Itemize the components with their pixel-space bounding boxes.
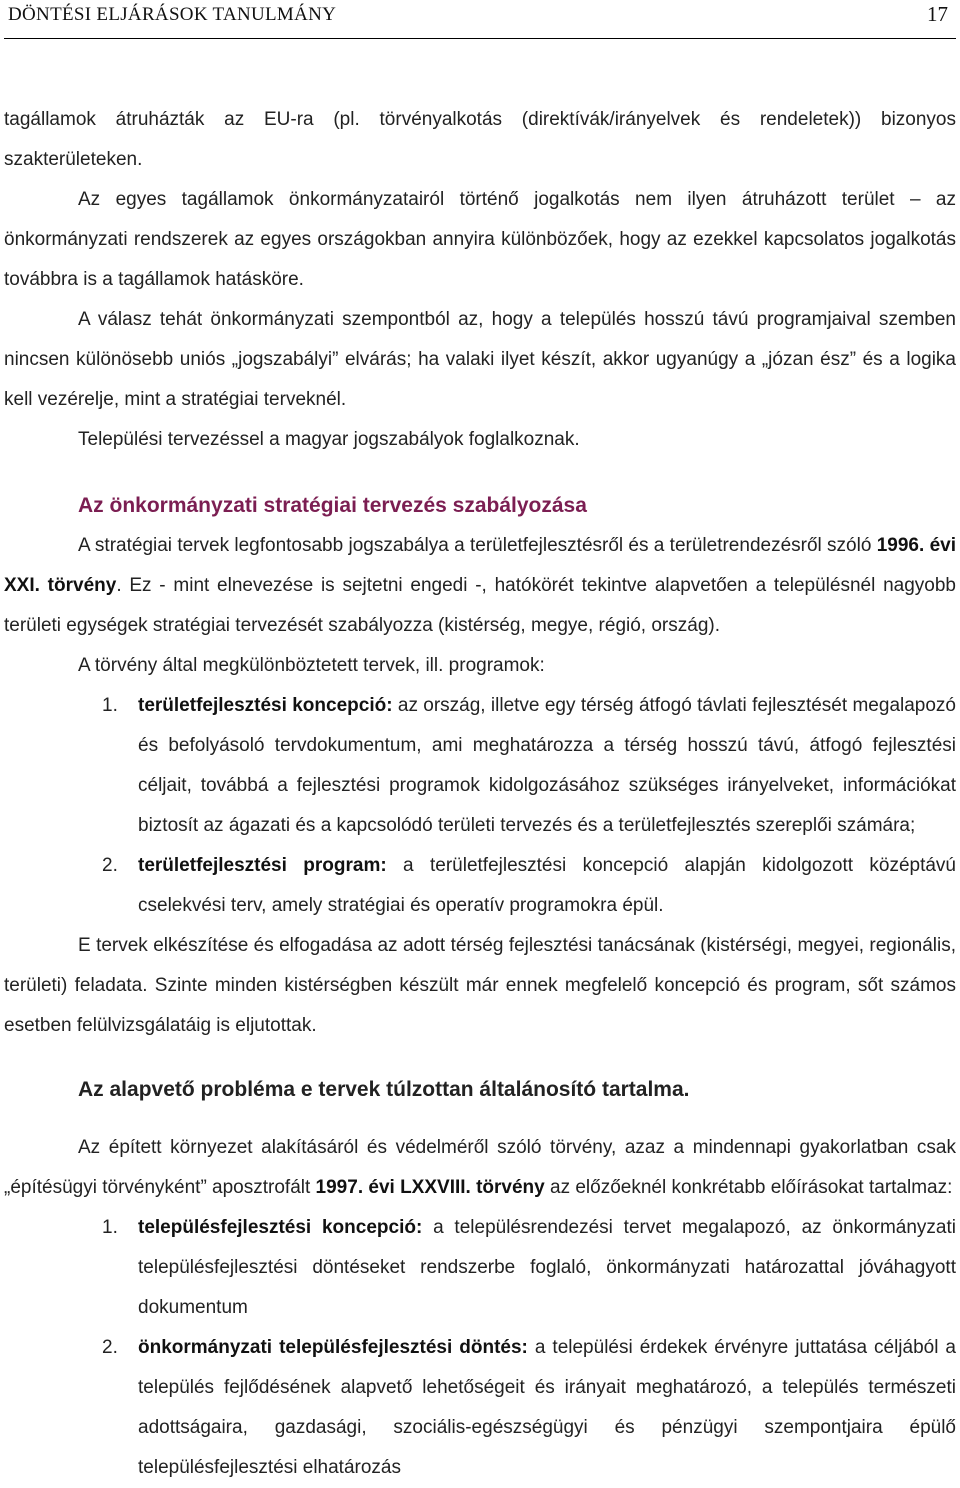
paragraph-5-text-c: . Ez - mint elnevezése is sejtetni engedi -, hatókörét tekintve alapvetően a településnél nagyobb területi egységek stratégiai tervezését szabályozza (kistérség, megye, régió, ország). [4,575,956,636]
paragraph-8-text-a: Az épített környezet alakításáról és védelméről szóló törvény, azaz a mindennapi gyakorlatban csak „építésügyi törvényként” aposztrofált [4,1137,956,1198]
list-item-text: a területfejlesztési koncepció alapján kidolgozott középtávú cselekvési terv, amely stratégiai és operatív programokra épül. [138,855,956,916]
list-item-number: 2. [102,1337,118,1358]
paragraph-4: Települési tervezéssel a magyar jogszabályok foglalkoznak. [78,429,580,450]
paragraph-6: A törvény által megkülönböztetett tervek, ill. programok: [78,655,545,676]
list-item [4,686,956,846]
section-heading-problem: Az alapvető probléma e tervek túlzottan általánosító tartalma. [78,1078,690,1101]
list-item [4,1328,956,1488]
paragraph-7: E tervek elkészítése és elfogadása az adott térség fejlesztési tanácsának (kistérségi, megyei, regionális, területi) feladata. Szinte minden kistérségben készült már ennek megfelelő koncepció és program, sőt számos esetben felülvizsgálatáig is eljutottak. [4,935,956,1036]
document-body [4,100,956,1488]
paragraph-8-text-c: az előzőeknél konkrétabb előírásokat tartalmaz: [544,1177,953,1198]
document-title: DÖNTÉSI ELJÁRÁSOK TANULMÁNY [8,4,337,25]
paragraph-1: tagállamok átruházták az EU-ra (pl. törvényalkotás (direktívák/irányelvek és rendeletek)) bizonyos szakterületeken. [4,109,956,170]
plans-list-2 [4,1208,956,1488]
paragraph-5 [4,526,956,646]
law-reference-1997: 1997. évi LXXVIII. törvény [315,1177,545,1198]
paragraph-5-text-a: A stratégiai tervek legfontosabb jogszabálya a területfejlesztésről és a területrendezésről szóló [78,535,877,556]
list-item-term: területfejlesztési program: [138,855,387,876]
list-item-term: önkormányzati településfejlesztési döntés: [138,1337,528,1358]
list-item [4,1208,956,1328]
list-item-number: 2. [102,855,118,876]
list-item-term: településfejlesztési koncepció: [138,1217,423,1238]
paragraph-3: A válasz tehát önkormányzati szempontból az, hogy a település hosszú távú programjaival szemben nincsen különösebb uniós „jogszabályi” elvárás; ha valaki ilyet készít, akkor ugyanúgy a „józan ész” és a logika kell vezérelje, mint a stratégiai terveknél. [4,309,956,410]
paragraph-2: Az egyes tagállamok önkormányzatairól történő jogalkotás nem ilyen átruházott terület – az önkormányzati rendszerek az egyes országokban annyira különbözőek, hogy az ezekkel kapcsolatos jogalkotás továbbra is a tagállamok hatásköre. [4,189,956,290]
section-heading-strategic-planning: Az önkormányzati stratégiai tervezés szabályozása [78,494,587,517]
list-item [4,846,956,926]
list-item-number: 1. [102,1217,118,1238]
plans-list-1 [4,686,956,926]
list-item-number: 1. [102,695,118,716]
law-reference-1996: 1996. évi XXI. törvény [4,535,956,596]
list-item-text: a településrendezési tervet megalapozó, az önkormányzati településfejlesztési döntéseket rendszerbe foglaló, önkormányzati határozattal jóváhagyott dokumentum [138,1217,956,1318]
page-header [4,0,956,39]
list-item-term: területfejlesztési koncepció: [138,695,393,716]
list-item-text: az ország, illetve egy térség átfogó távlati fejlesztését megalapozó és befolyásoló tervdokumentum, ami meghatározza a térség hosszú távú, átfogó fejlesztési céljait, továbbá a fejlesztési programok kidolgozásához szükséges irányelveket, információkat biztosít az ágazati és a kapcsolódó területi tervezés és a területfejlesztés szereplői számára; [138,695,957,836]
page-number: 17 [927,2,948,26]
list-item-text: a települési érdekek érvényre juttatása céljából a település fejlődésének alapvető lehetőségeit és irányait meghatározó, a település természeti adottságaira, gazdasági, szociális-egészségügyi és pénzügyi szempontjaira épülő településfejlesztési elhatározás [138,1337,956,1478]
paragraph-8 [4,1128,956,1208]
